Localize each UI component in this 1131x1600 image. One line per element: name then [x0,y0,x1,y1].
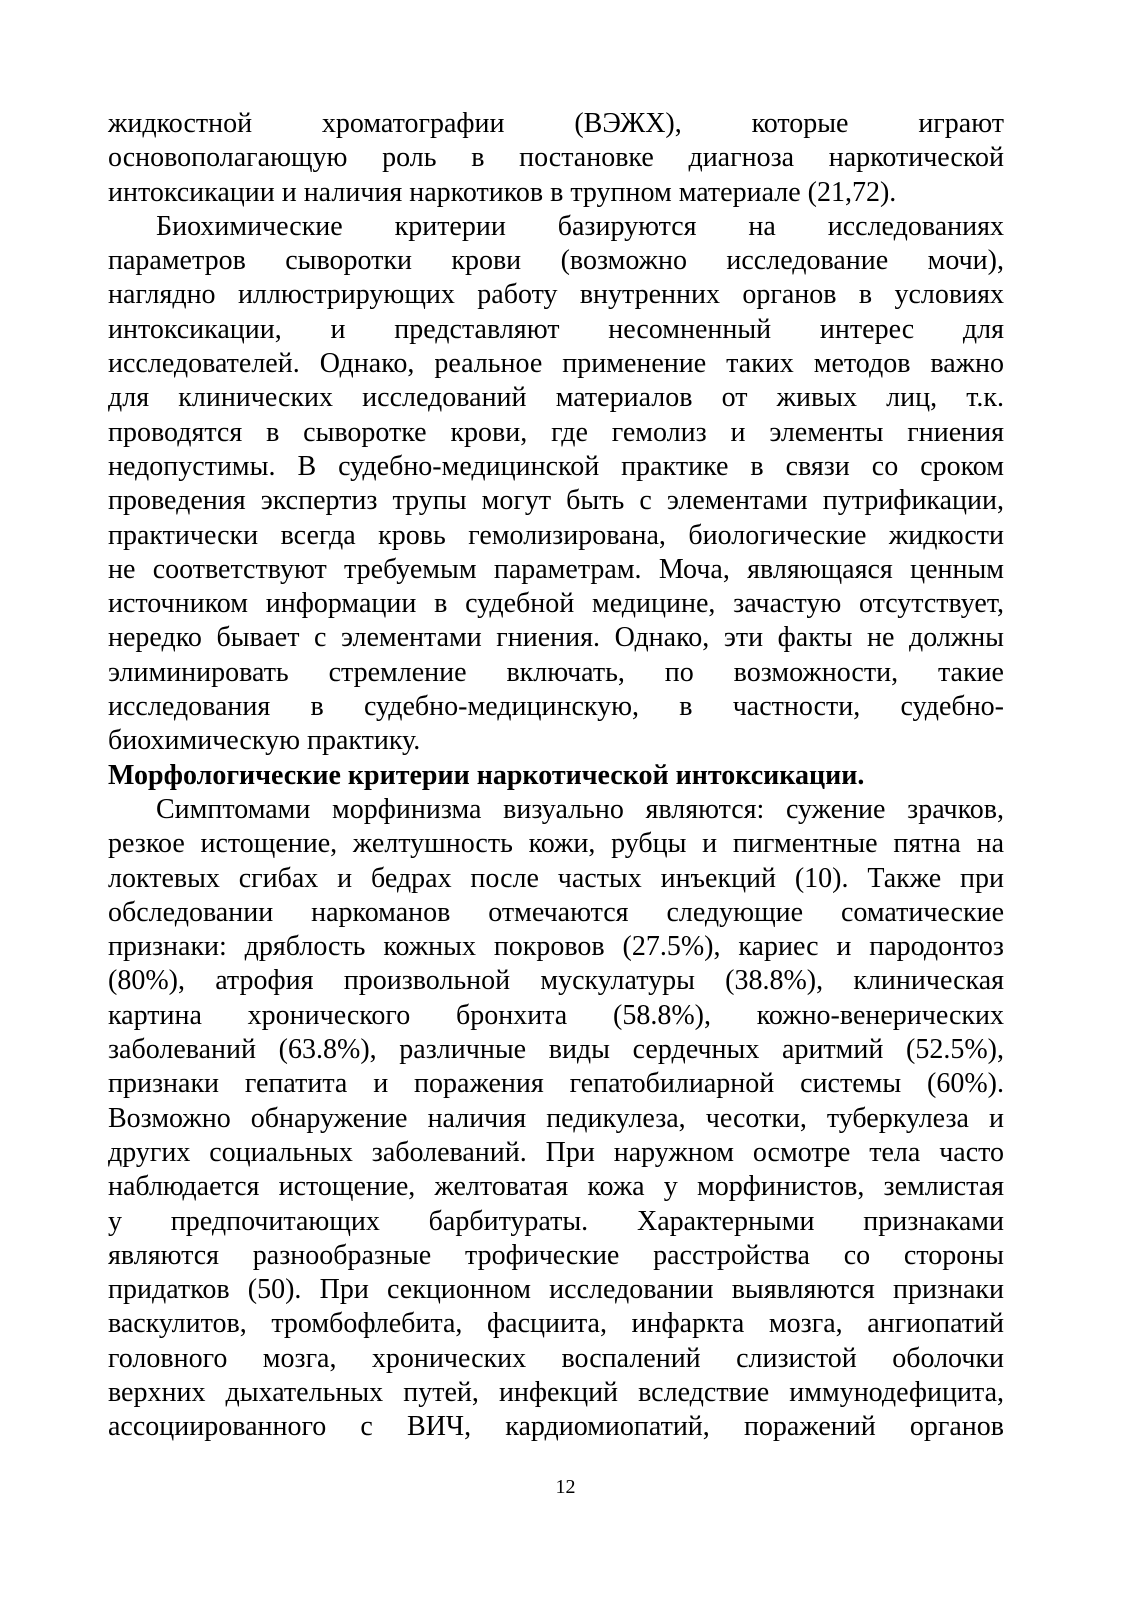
text-line: являются разнообразные трофические расстройства со стороны [108,1239,1004,1271]
text-line: Биохимические критерии базируются на исследованиях [156,210,1004,242]
text-line: головного мозга, хронических воспалений слизистой оболочки [108,1342,1004,1374]
text-line: жидкостной хроматографии (ВЭЖХ), которые играют [108,108,1004,139]
text-line: у предпочитающих барбитураты. Характерными признаками [108,1205,1004,1237]
text-line: Симптомами морфинизма визуально являются: сужение зрачков, [156,793,1004,825]
text-line: интоксикации и наличия наркотиков в трупном материале (21,72). [108,176,897,208]
text-line: Возможно обнаружение наличия педикулеза, чесотки, туберкулеза и [108,1102,1004,1134]
text-line: обследовании наркоманов отмечаются следующие соматические [108,896,1004,928]
text-line: локтевых сгибах и бедрах после частых инъекций (10). Также при [108,862,1004,894]
text-line: параметров сыворотки крови (возможно исследование мочи), [108,245,1004,277]
paragraph-1 [108,107,1004,210]
text-line: картина хронического бронхита (58.8%), кожно-венерических [108,999,1004,1031]
heading-text: Морфологические критерии наркотической интоксикации. [108,759,865,791]
text-line: других социальных заболеваний. При наружном осмотре тела часто [108,1136,1004,1168]
text-line: признаки: дряблость кожных покровов (27.5%), кариес и пародонтоз [108,931,1004,963]
text-line: заболеваний (63.8%), различные виды сердечных аритмий (52.5%), [108,1034,1004,1066]
text-line: нередко бывает с элементами гниения. Однако, эти факты не должны [108,622,1004,654]
text-line: (80%), атрофия произвольной мускулатуры (38.8%), клиническая [108,965,1004,997]
text-line: основополагающую роль в постановке диагноза наркотической [108,142,1004,174]
text-line: практически всегда кровь гемолизирована, биологические жидкости [108,519,1004,551]
text-line: для клинических исследований материалов от живых лиц, т.к. [108,382,1004,414]
paragraph-2 [108,210,1004,759]
text-line: недопустимы. В судебно-медицинской практике в связи со сроком [108,450,1004,482]
text-line: верхних дыхательных путей, инфекций вследствие иммунодефицита, [108,1376,1004,1408]
text-line: исследователей. Однако, реальное применение таких методов важно [108,348,1004,380]
text-line: элиминировать стремление включать, по возможности, такие [108,656,1004,688]
text-line: исследования в судебно-медицинскую, в частности, судебно- [108,691,1004,723]
text-line: признаки гепатита и поражения гепатобилиарной системы (60%). [108,1068,1004,1100]
text-line: биохимическую практику. [108,725,421,757]
page-number: 12 [555,1476,576,1498]
section-heading [108,759,1004,793]
paragraph-3 [108,793,1004,1445]
text-line: ассоциированного с ВИЧ, кардиомиопатий, поражений органов [108,1411,1004,1443]
text-line: придатков (50). При секционном исследовании выявляются признаки [108,1274,1004,1306]
text-line: наглядно иллюстрирующих работу внутренних органов в условиях [108,279,1004,311]
text-line: васкулитов, тромбофлебита, фасциита, инфаркта мозга, ангиопатий [108,1308,1004,1340]
text-line: проведения экспертиз трупы могут быть с элементами путрификации, [108,485,1004,517]
body-text [108,107,1004,1445]
text-line: не соответствуют требуемым параметрам. Моча, являющаяся ценным [108,553,1004,585]
text-line: источником информации в судебной медицине, зачастую отсутствует, [108,588,1004,620]
text-line: резкое истощение, желтушность кожи, рубцы и пигментные пятна на [108,828,1004,860]
text-line: интоксикации, и представляют несомненный интерес для [108,313,1004,345]
text-line: наблюдается истощение, желтоватая кожа у морфинистов, землистая [108,1171,1004,1203]
text-line: проводятся в сыворотке крови, где гемолиз и элементы гниения [108,416,1004,448]
